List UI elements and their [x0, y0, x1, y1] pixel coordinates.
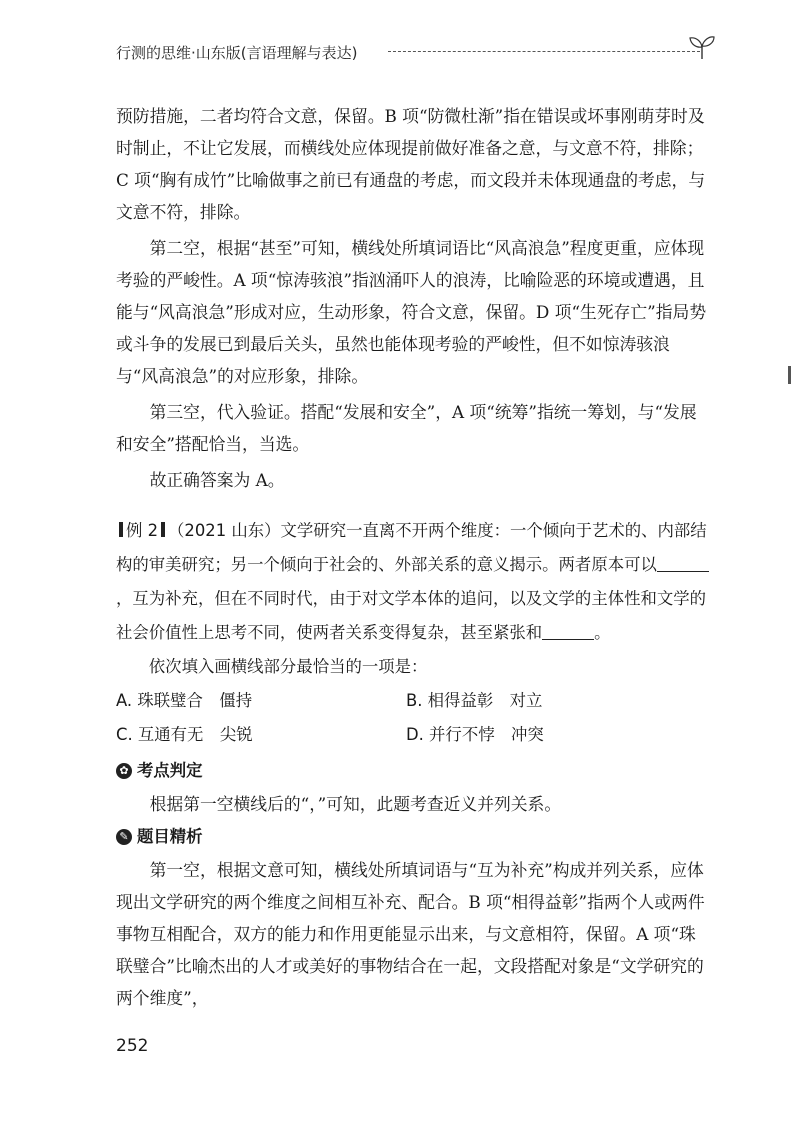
example-bar-right — [161, 522, 165, 537]
gear-icon: ✿ — [116, 763, 132, 779]
header-title: 行测的思维·山东版(言语理解与表达) — [116, 44, 358, 62]
section-analysis-title: 题目精析 — [137, 827, 203, 846]
section-keypoint-title: 考点判定 — [137, 761, 203, 780]
paragraph-third-blank: 第三空，代入验证。搭配“发展和安全”，A 项“统筹”指统一筹划，与“发展和安全”搭配恰当，当选。 — [116, 402, 697, 454]
blank-2 — [542, 625, 594, 640]
example-source: （2021 山东） — [168, 521, 281, 540]
option-d: D. 并行不悖 冲突 — [406, 725, 544, 744]
blank-1 — [657, 557, 709, 572]
paragraph-second-blank: 第二空，根据“甚至”可知，横线处所填词语比“风高浪急”程度更重，应体现考验的严峻性。A 项“惊涛骇浪”指汹涌吓人的浪涛，比喻险恶的环境或遭遇，且能与“风高浪急”形成对应，生动形象，符合文意，保留。D 项“生死存亡”指局势或斗争的发展已到最后关头，虽然也能体现考验的严峻性，但不如惊涛骇浪与“风高浪急”的对应形象，排除。 — [116, 238, 707, 386]
section-analysis-text: 第一空，根据文意可知，横线处所填词语与“互为补充”构成并列关系，应体现出文学研究的两个维度之间相互补充、配合。B 项“相得益彰”指两个人或两件事物互相配合，双方的能力和作用更能显示出来，与文意相符，保留。A 项“珠联璧合”比喻杰出的人才或美好的事物结合在一起，文段搭配对象是“文学研究的两个维度”， — [116, 860, 705, 1008]
pen-icon: ✎ — [116, 829, 132, 845]
option-c: C. 互通有无 尖锐 — [116, 725, 253, 744]
example-text-1: 文学研究一直离不开两个维度：一个倾向于艺术的、内部结构的审美研究；另一个倾向于社会的、外部关系的意义揭示。两者原本可以 — [116, 521, 707, 574]
example-bar-left — [119, 522, 123, 537]
option-a: A. 珠联璧合 僵持 — [116, 691, 253, 710]
paragraph-continuation: 预防措施，二者均符合文意，保留。B 项“防微杜渐”指在错误或坏事刚萌芽时及时制止，不让它发展，而横线处应体现提前做好准备之意，与文意不符，排除；C 项“胸有成竹”比喻做事之前已有通盘的考虑，而文段并未体现通盘的考虑，与文意不符，排除。 — [116, 106, 706, 222]
section-analysis-heading — [116, 820, 711, 854]
example-2 — [116, 514, 711, 650]
page-number: 252 — [116, 1036, 149, 1056]
page-edge-mark — [788, 366, 791, 384]
page-body — [116, 100, 711, 1014]
section-keypoint-heading — [116, 754, 711, 788]
sprout-icon — [688, 34, 716, 60]
example-text-2: ，互为补充，但在不同时代，由于对文学本体的追问，以及文学的主体性和文学的社会价值性上思考不同，使两者关系变得复杂，甚至紧张和 — [116, 589, 707, 642]
option-b: B. 相得益彰 对立 — [406, 691, 543, 710]
answer-options — [116, 684, 711, 754]
question-prompt: 依次填入画横线部分最恰当的一项是： — [148, 657, 428, 676]
header-dashed-rule — [388, 51, 700, 52]
section-keypoint-text: 根据第一空横线后的“，”可知，此题考查近义并列关系。 — [149, 794, 562, 814]
example-text-3: 。 — [594, 623, 611, 642]
running-header — [116, 34, 716, 74]
example-label: 例 2 — [126, 521, 159, 540]
answer-line: 故正确答案为 A。 — [149, 470, 285, 490]
